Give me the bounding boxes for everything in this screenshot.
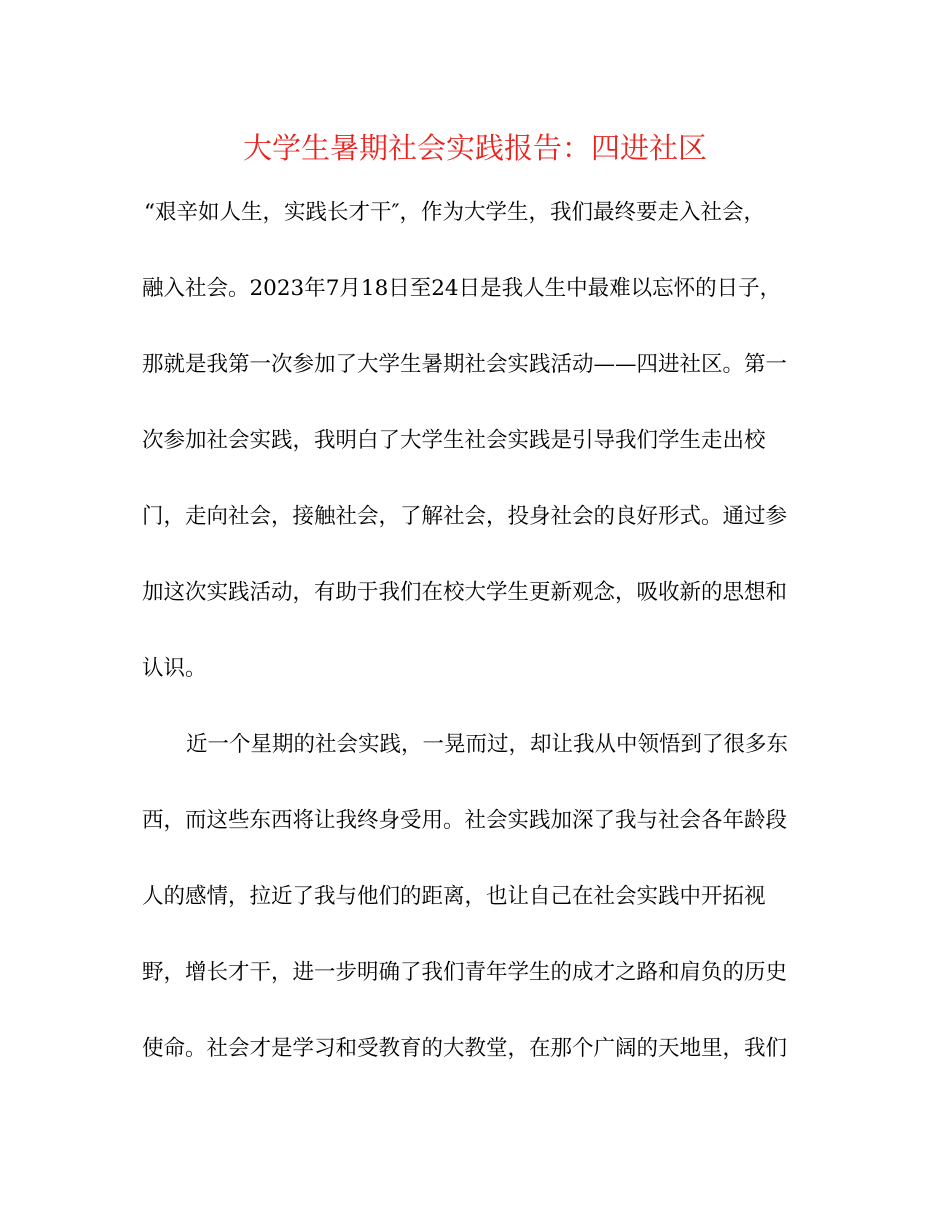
paragraph-2-line-1: 近一个星期的社会实践，一晃而过，却让我从中领悟到了很多东 xyxy=(186,732,789,757)
document-title: 大学生暑期社会实践报告：四进社区 xyxy=(242,131,707,165)
paragraph-1-line-6: 加这次实践活动，有助于我们在校大学生更新观念，吸收新的思想和 xyxy=(142,580,788,605)
paragraph-2-line-2: 西，而这些东西将让我终身受用。社会实践加深了我与社会各年龄段 xyxy=(142,808,788,833)
paragraph-1-line-3: 那就是我第一次参加了大学生暑期社会实践活动——四进社区。第一 xyxy=(142,352,788,377)
paragraph-2-line-3: 人的感情，拉近了我与他们的距离，也让自己在社会实践中开拓视 xyxy=(142,884,766,909)
paragraph-1-line-4: 次参加社会实践，我明白了大学生社会实践是引导我们学生走出校 xyxy=(142,428,766,453)
paragraph-2-line-4: 野，增长才干，进一步明确了我们青年学生的成才之路和肩负的历史 xyxy=(142,960,788,985)
paragraph-1-line-1: “艰辛如人生，实践长才干″，作为大学生，我们最终要走入社会， xyxy=(144,200,766,225)
paragraph-1-line-2: 融入社会。2023年7月18日至24日是我人生中最难以忘怀的日子， xyxy=(142,276,782,301)
paragraph-1-line-5: 门，走向社会，接触社会，了解社会，投身社会的良好形式。通过参 xyxy=(142,504,788,529)
paragraph-1-line-7: 认识。 xyxy=(142,656,207,681)
paragraph-2-line-5: 使命。社会才是学习和受教育的大教堂，在那个广阔的天地里，我们 xyxy=(142,1036,788,1061)
